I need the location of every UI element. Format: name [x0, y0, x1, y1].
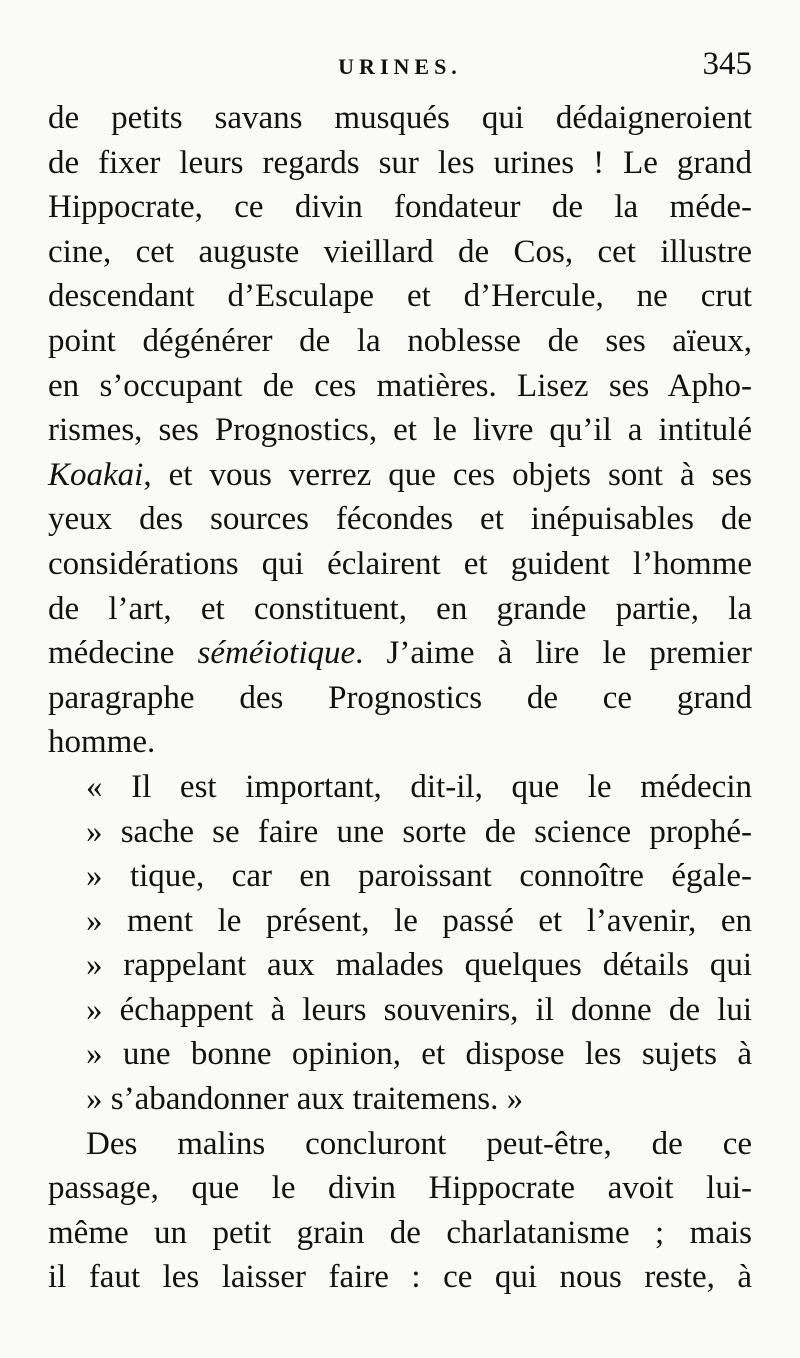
quote-line: « Il est important, dit-il, que le médecin — [86, 768, 752, 805]
text-line: Hippocrate, ce divin fondateur de la méde- — [48, 189, 752, 226]
text-line: même un petit grain de charlatanisme ; mais — [48, 1214, 752, 1251]
text-line: homme. — [48, 724, 156, 761]
text-line: Des malins concluront peut-être, de ce — [86, 1125, 752, 1162]
text-line: passage, que le divin Hippocrate avoit lui- — [48, 1170, 752, 1207]
text-line: cine, cet auguste vieillard de Cos, cet illustre — [48, 233, 752, 270]
running-title: URINES. — [338, 54, 462, 79]
quote-line: » sache se faire une sorte de science prophé- — [86, 813, 752, 850]
italic-term-semeiotique: séméiotique — [197, 635, 356, 672]
body-text — [48, 96, 752, 1300]
text-line: paragraphe des Prognostics de ce grand — [48, 679, 752, 716]
quote-line: » une bonne opinion, et dispose les sujets à — [86, 1036, 752, 1073]
text-line: il faut les laisser faire : ce qui nous reste, à — [48, 1259, 752, 1296]
text-line: considérations qui éclairent et guident l’homme — [48, 545, 752, 582]
text-line — [48, 453, 752, 498]
quote-line: » ment le présent, le passé et l’avenir, en — [86, 902, 752, 939]
text-line: yeux des sources fécondes et inépuisables de — [48, 501, 752, 538]
text-line: de fixer leurs regards sur les urines ! Le grand — [48, 144, 752, 181]
text-line: de l’art, et constituent, en grande partie, la — [48, 590, 752, 627]
running-head — [48, 48, 752, 88]
page-number: 345 — [702, 46, 752, 82]
italic-title-koakai: Koakai — [48, 456, 144, 493]
text-line: rismes, ses Prognostics, et le livre qu’il a intitulé — [48, 412, 752, 449]
text-fragment: médecine — [48, 635, 198, 672]
text-line — [48, 631, 752, 676]
quote-line: » rappelant aux malades quelques détails qui — [86, 947, 752, 984]
text-line: en s’occupant de ces matières. Lisez ses Apho- — [48, 367, 752, 404]
text-fragment: . J’aime à lire le premier — [355, 635, 752, 672]
quote-line: » échappent à leurs souvenirs, il donne de lui — [86, 991, 752, 1028]
quote-line: » tique, car en paroissant connoître égale- — [86, 858, 752, 895]
text-line: de petits savans musqués qui dédaigneroient — [48, 100, 752, 136]
text-line: descendant d’Esculape et d’Hercule, ne crut — [48, 278, 752, 315]
text-line: point dégénérer de la noblesse de ses aïeux, — [48, 322, 752, 359]
quote-line: » s’abandonner aux traitemens. » — [86, 1081, 524, 1118]
text-fragment: , et vous verrez que ces objets sont à ses — [143, 456, 752, 493]
